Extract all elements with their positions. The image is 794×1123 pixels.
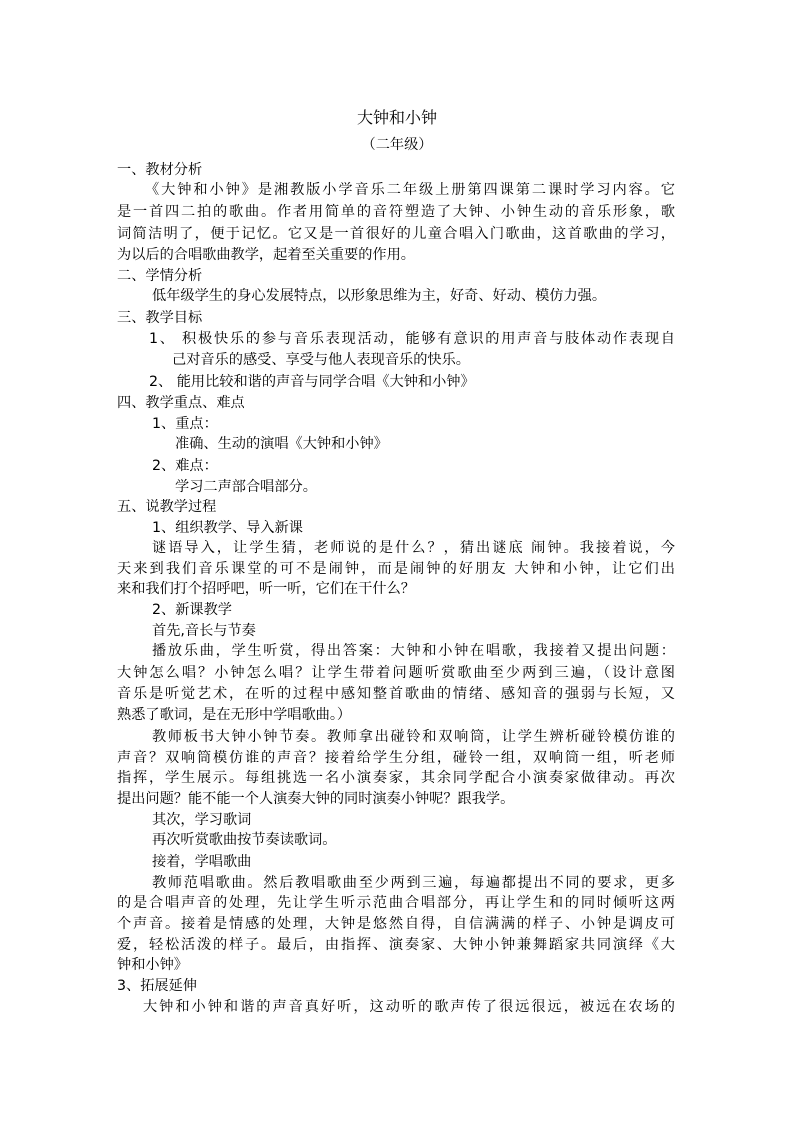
body-line: 其次，学习歌词	[152, 812, 252, 828]
body-line: 再次听赏歌曲按节奏读歌词。	[152, 832, 337, 848]
body-line: 个声音。接着是情感的处理，大钟是悠然自得，自信满满的样子、小钟是调皮可	[117, 916, 675, 932]
body-line: 的是合唱声音的处理，先让学生听示范曲合唱部分，再让学生和的同时倾听这两	[117, 895, 675, 911]
body-line: 教师板书大钟小钟节奏。教师拿出碰铃和双响筒，让学生辨析碰铃模仿谁的	[152, 729, 675, 745]
body-line: 天来到我们音乐课堂的可不是闹钟，而是闹钟的好朋友 大钟和小钟，让它们出	[117, 561, 675, 577]
body-line: 提出问题？能不能一个人演奏大钟的同时演奏小钟呢？跟我学。	[117, 791, 515, 807]
body-line: 四、教学重点、难点	[117, 395, 245, 411]
body-line: 3、拓展延伸	[117, 978, 197, 994]
body-line: 三、教学目标	[117, 310, 203, 326]
body-line: 谜语导入，让学生猜，老师说的是什么？，猜出谜底 闹钟。我接着说，今	[152, 540, 675, 556]
body-line: 熟悉了歌词，是在无形中学唱歌曲。）	[117, 707, 352, 723]
body-line: 2、 能用比较和谐的声音与同学合唱《大钟和小钟》	[149, 374, 475, 390]
body-line: 1、 积极快乐的参与音乐表现活动，能够有意识的用声音与肢体动作表现自	[149, 331, 675, 347]
body-line: 爱，轻松活泼的样子。最后，由指挥、演奏家、大钟小钟兼舞蹈家共同演绎《大	[117, 937, 675, 953]
body-line: 学习二声部合唱部分。	[175, 479, 317, 495]
body-line: 大钟怎么唱？小钟怎么唱？让学生带着问题听赏歌曲至少两到三遍，（设计意图	[117, 665, 675, 681]
document-title: 大钟和小钟	[356, 108, 437, 127]
body-line: 2、新课教学	[152, 602, 232, 618]
body-line: 来和我们打个招呼吧，听一听，它们在干什么？	[117, 581, 415, 597]
body-line: 低年级学生的身心发展特点，以形象思维为主，好奇、好动、模仿力强。	[152, 288, 607, 304]
body-line: 1、组织教学、导入新课	[152, 520, 303, 536]
body-line: 接着，学唱歌曲	[152, 854, 252, 870]
body-line: 为以后的合唱歌曲教学，起着至关重要的作用。	[117, 247, 415, 263]
body-line: 教师范唱歌曲。然后教唱歌曲至少两到三遍，每遍都提出不同的要求，更多	[152, 875, 675, 891]
body-line: 播放乐曲，学生听赏，得出答案：大钟和小钟在唱歌，我接着又提出问题：	[152, 643, 675, 659]
body-line: 准确、生动的演唱《大钟和小钟》	[175, 436, 388, 452]
body-line: 五、说教学过程	[117, 499, 217, 515]
body-line: 词简洁明了，便于记忆。它又是一首很好的儿童合唱入门歌曲，这首歌曲的学习，	[117, 226, 675, 242]
body-line: 首先,音长与节奏	[152, 623, 256, 639]
body-line: 是一首四二拍的歌曲。作者用简单的音符塑造了大钟、小钟生动的音乐形象，歌	[117, 204, 675, 220]
body-line: 2、难点：	[152, 458, 218, 474]
body-line: 音乐是听觉艺术，在听的过程中感知整首歌曲的情绪、感知音的强弱与长短，又	[117, 686, 675, 702]
body-line: 钟和小钟》	[117, 957, 188, 973]
body-line: 声音？双响筒模仿谁的声音？接着给学生分组，碰铃一组，双响筒一组，听老师	[117, 750, 675, 766]
body-line: 己对音乐的感受、享受与他人表现音乐的快乐。	[172, 352, 470, 368]
document-subtitle: （二年级）	[361, 137, 433, 153]
body-line: 《大钟和小钟》是湘教版小学音乐二年级上册第四课第二课时学习内容。它	[145, 182, 675, 198]
body-line: 一、教材分析	[117, 162, 203, 178]
body-line: 大钟和小钟和谐的声音真好听，这动听的歌声传了很远很远，被远在农场的	[143, 999, 675, 1015]
body-line: 二、学情分析	[117, 268, 203, 284]
body-line: 指挥，学生展示。每组挑选一名小演奏家，其余同学配合小演奏家做律动。再次	[117, 770, 675, 786]
body-line: 1、重点：	[152, 416, 218, 432]
